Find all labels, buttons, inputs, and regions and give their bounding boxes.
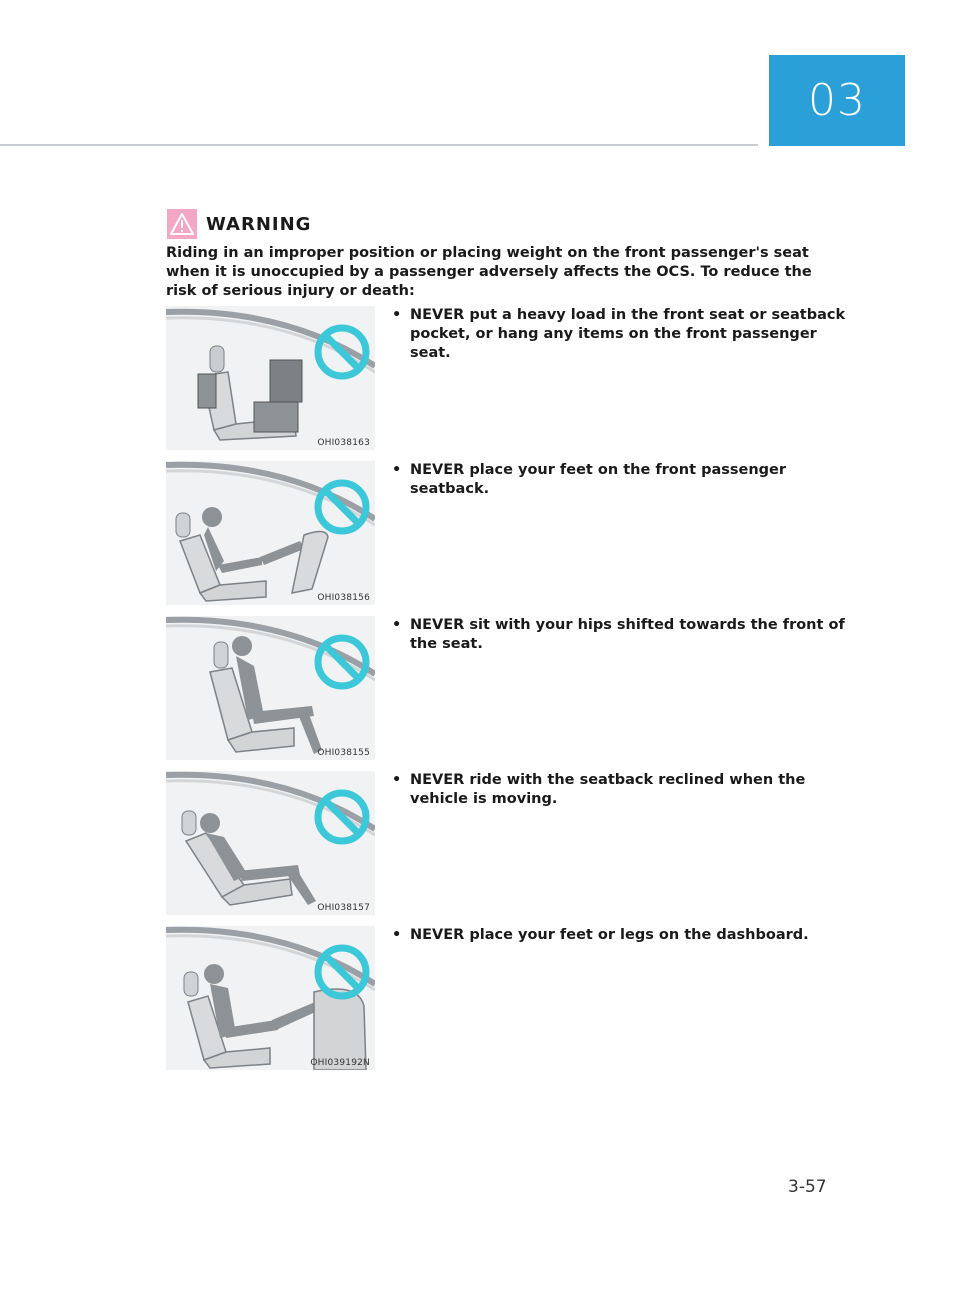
bullet: • xyxy=(392,462,402,478)
warning-item-text: NEVER sit with your hips shifted towards the front of the seat. xyxy=(410,617,845,652)
figure-feet-dashboard xyxy=(166,926,375,1070)
prohibition-icon xyxy=(166,306,375,450)
prohibition-icon xyxy=(166,926,375,1070)
chapter-tab: 03 xyxy=(769,55,905,146)
figure-code: OHI038157 xyxy=(317,903,370,913)
warning-intro: Riding in an improper position or placing weight on the front passenger's seat when it is unoccupied by a passenger adversely affects the OCS. To reduce the risk of serious injury or death: xyxy=(166,245,812,299)
figure-hips-shifted xyxy=(166,616,375,760)
warning-item-dashboard xyxy=(392,926,858,945)
warning-title: WARNING xyxy=(206,213,312,235)
figure-code: OHI038163 xyxy=(317,438,370,448)
warning-item-hips-shifted xyxy=(392,616,858,654)
warning-item-heavy-load xyxy=(392,306,858,363)
figure-heavy-load xyxy=(166,306,375,450)
bullet: • xyxy=(392,772,402,788)
bullet: • xyxy=(392,927,402,943)
prohibition-icon xyxy=(166,616,375,760)
bullet: • xyxy=(392,617,402,633)
prohibition-icon xyxy=(166,461,375,605)
header-rule xyxy=(0,144,758,146)
page-number: 3-57 xyxy=(788,1177,827,1197)
warning-item-reclined xyxy=(392,771,858,809)
warning-item-text: NEVER place your feet or legs on the dashboard. xyxy=(410,927,809,943)
warning-item-feet-seatback xyxy=(392,461,858,499)
figure-code: OHI038155 xyxy=(317,748,370,758)
warning-item-text: NEVER place your feet on the front passenger seatback. xyxy=(410,462,787,497)
figure-code: OHI039192N xyxy=(310,1058,370,1068)
figure-feet-seatback xyxy=(166,461,375,605)
warning-heading xyxy=(167,207,311,241)
figure-code: OHI038156 xyxy=(317,593,370,603)
warning-triangle-icon xyxy=(167,209,197,239)
bullet: • xyxy=(392,307,402,323)
warning-item-text: NEVER put a heavy load in the front seat or seatback pocket, or hang any items on the front passenger seat. xyxy=(410,307,846,361)
figure-seat-reclined xyxy=(166,771,375,915)
warning-item-text: NEVER ride with the seatback reclined when the vehicle is moving. xyxy=(410,772,806,807)
prohibition-icon xyxy=(166,771,375,915)
